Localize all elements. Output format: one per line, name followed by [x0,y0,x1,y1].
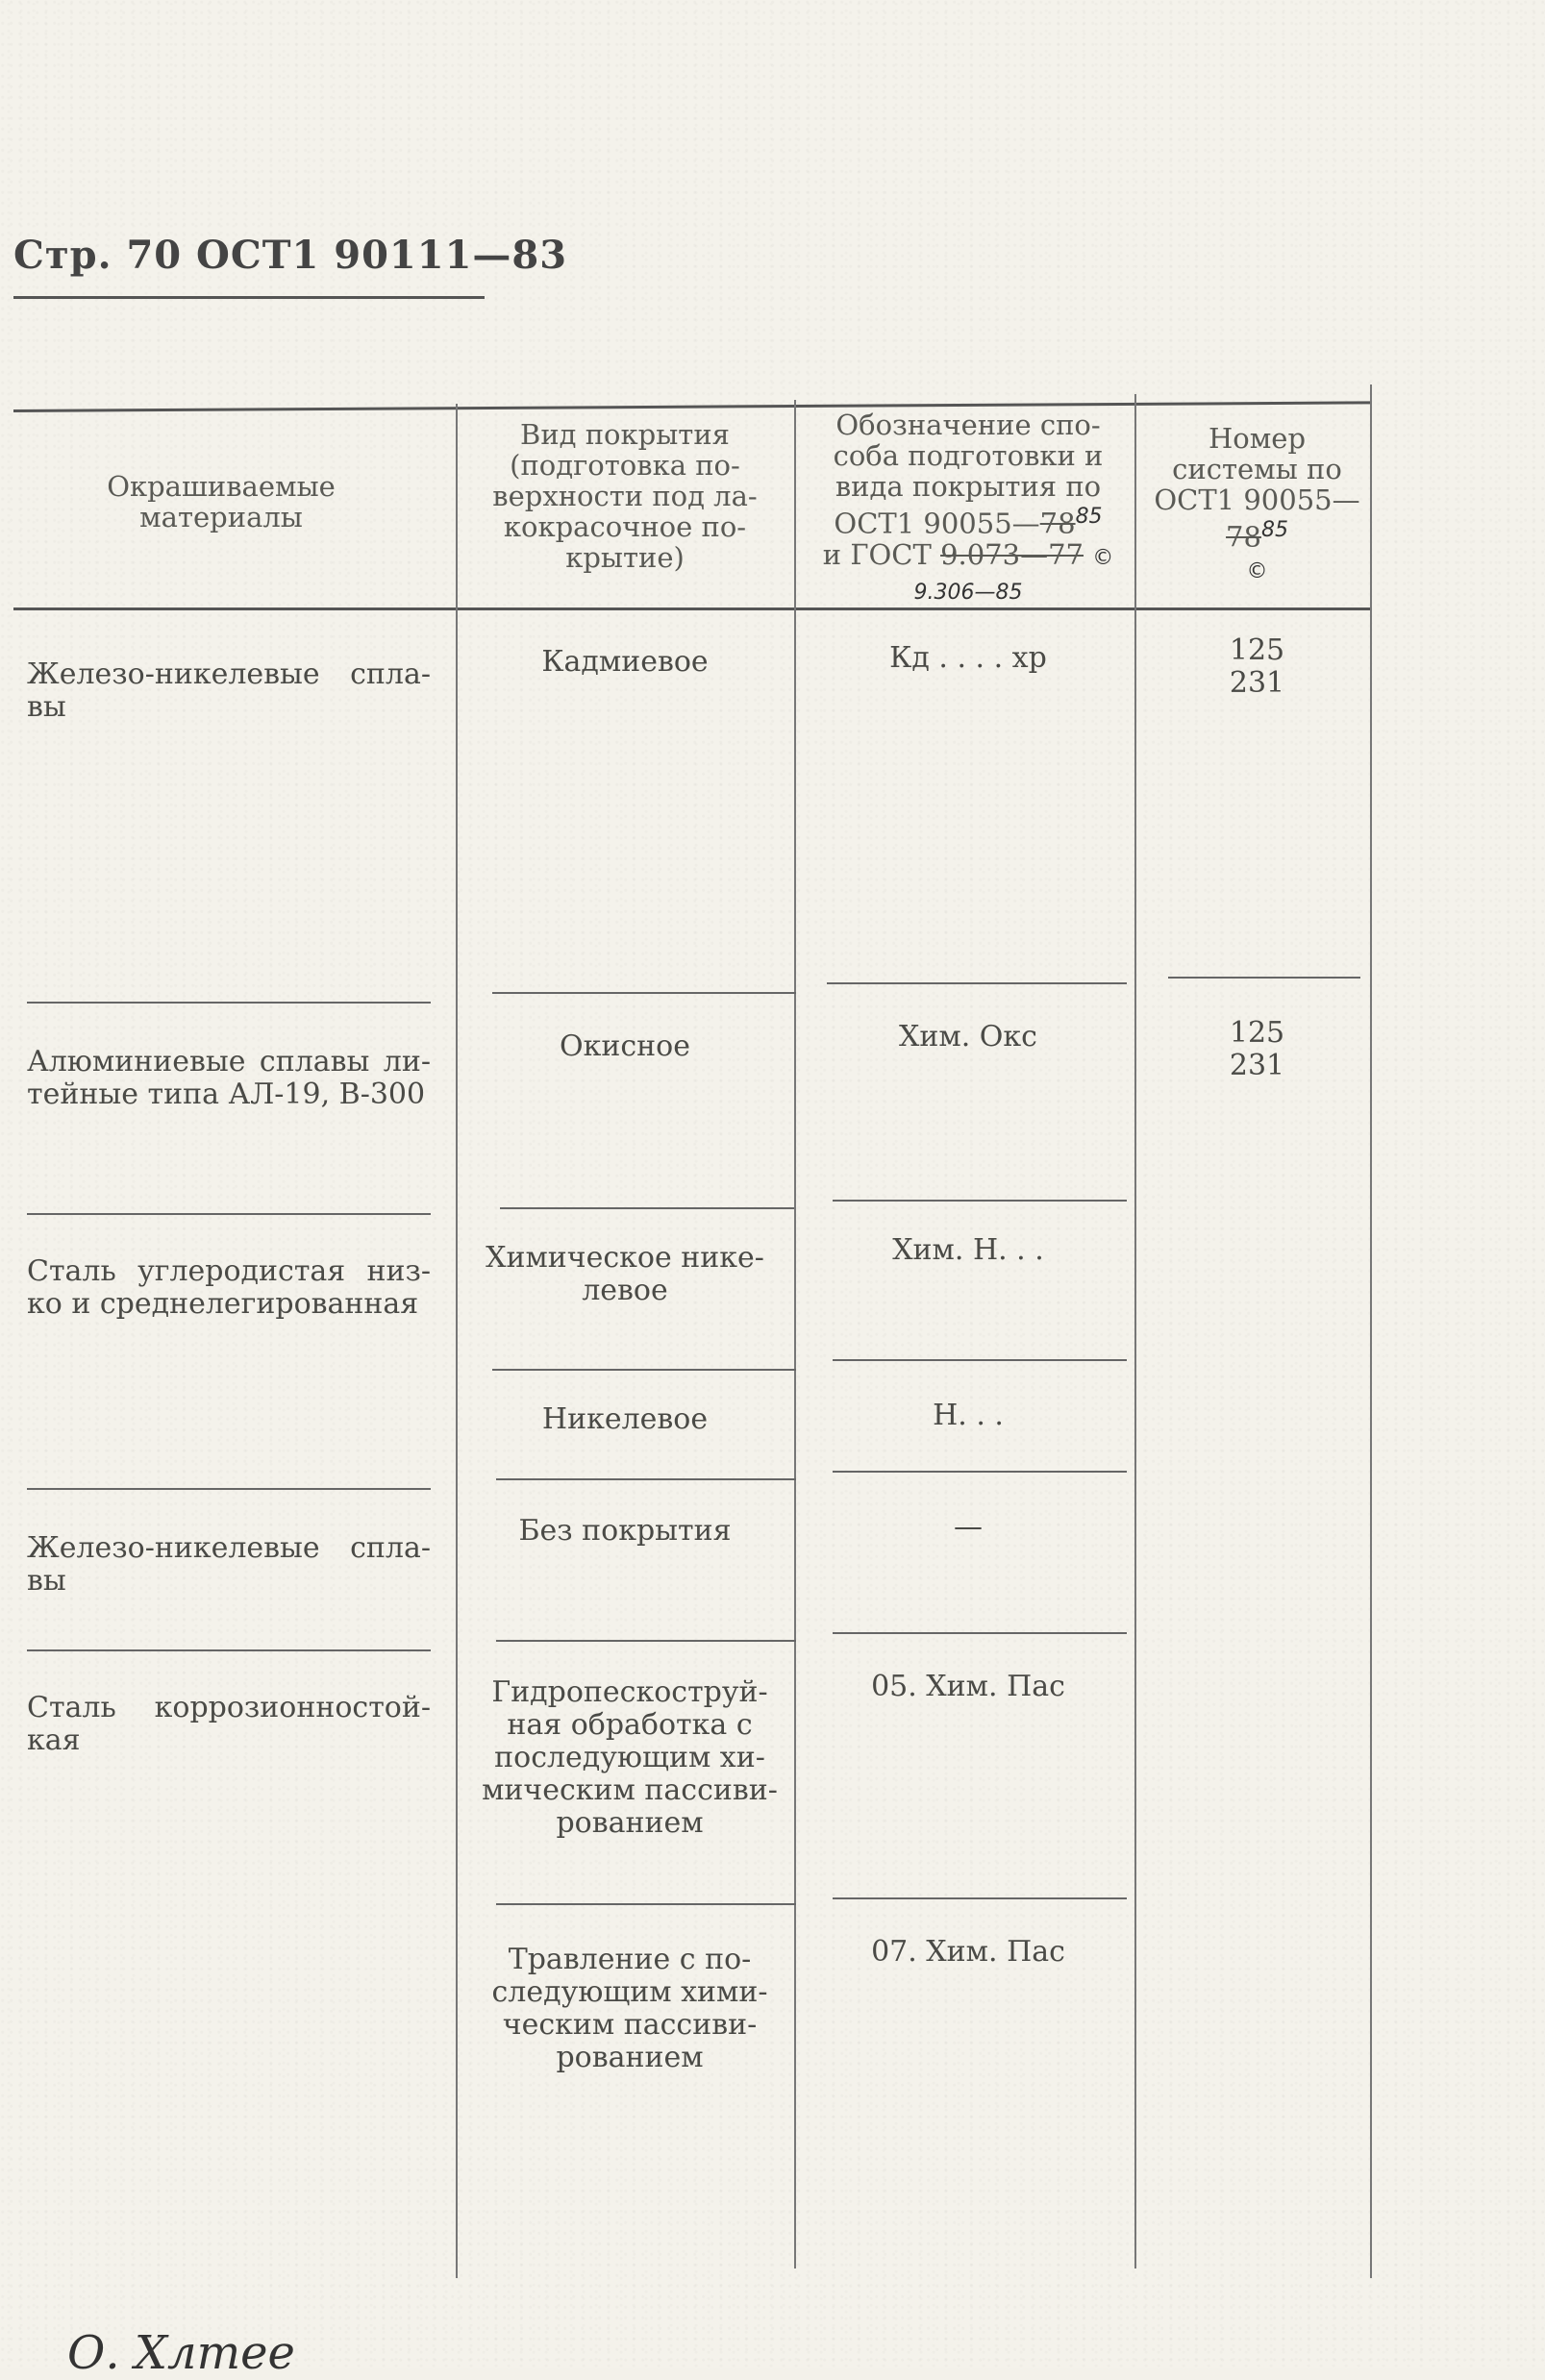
row-separator [27,1213,431,1215]
column-header-designation: Обозначение спо-соба подготовки и вида покрытия по ОСТ1 $90055—78^{85}$ и ГОСТ 9.073—77 © 9.306—85 [822,409,1114,605]
row-separator [496,1903,796,1905]
row-3-material: Сталь углеродистая низ-ко и среднелегированная [27,1254,431,1321]
table-header-rule [13,607,1372,610]
row-separator [833,1632,1127,1634]
row-separator [496,1478,796,1480]
row-2-coating: Окисное [560,1029,690,1063]
row-separator [496,1640,796,1642]
row-separator [827,982,1127,984]
row-separator [833,1200,1127,1202]
row-separator [500,1207,794,1209]
column-divider-4 [1370,384,1372,2278]
row-5-material: Железо-никелевые спла-вы [27,1531,431,1598]
column-header-number: Номер системы по ОСТ1 $90055—78^{85}$ © [1154,422,1360,583]
row-separator [833,1471,1127,1473]
row-separator [27,1649,431,1651]
column-header-coating: Вид покрытия (подготовка по-верхности под ла-кокрасочное по-крытие) [492,418,758,574]
row-1-material: Железо-никелевые спла-вы [27,657,431,724]
row-separator [833,1359,1127,1361]
row-6-coating: Гидропескоструй-ная обработка с последующим хи-мическим пассиви-рованием [482,1675,778,1840]
row-2-designation: Хим. Окс [899,1020,1037,1054]
row-2-number: 125 231 [1229,1016,1285,1082]
column-divider-2 [794,400,796,2268]
row-1-designation: Кд . . . . хр [889,641,1047,675]
row-4-coating: Никелевое [541,1402,709,1436]
row-1-number: 125 231 [1229,633,1285,700]
row-4-designation: Н. . . [933,1399,1004,1432]
row-6-material: Сталь коррозионностой-кая [27,1691,431,1757]
row-separator [492,992,796,994]
row-1-coating: Кадмиевое [541,645,709,679]
column-divider-3 [1134,394,1136,2268]
row-separator [492,1369,796,1371]
row-separator [27,1002,431,1004]
row-separator [833,1897,1127,1899]
row-separator [27,1488,431,1490]
row-5-designation: — [954,1510,983,1544]
page-header: Стр. 70 ОСТ1 90111—83 [13,233,568,278]
row-7-designation: 07. Хим. Пас [871,1935,1065,1969]
table-top-rule [13,401,1372,412]
row-5-coating: Без покрытия [518,1514,732,1548]
row-6-designation: 05. Хим. Пас [871,1670,1065,1703]
row-7-coating: Травление с по-следующим хими-ческим пассиви-рованием [491,1943,768,2074]
row-2-material: Алюминиевые сплавы ли-тейные типа АЛ-19, В-300 [27,1045,431,1111]
handwritten-signature: О. Хлтее [67,2326,295,2380]
row-separator [1168,977,1360,979]
header-rule [13,296,485,299]
row-3-coating: Химическое нике-левое [486,1241,764,1307]
column-divider-1 [456,404,458,2278]
row-3-designation: Хим. Н. . . [892,1233,1044,1267]
column-header-materials: Окрашиваемые материалы [107,470,336,533]
